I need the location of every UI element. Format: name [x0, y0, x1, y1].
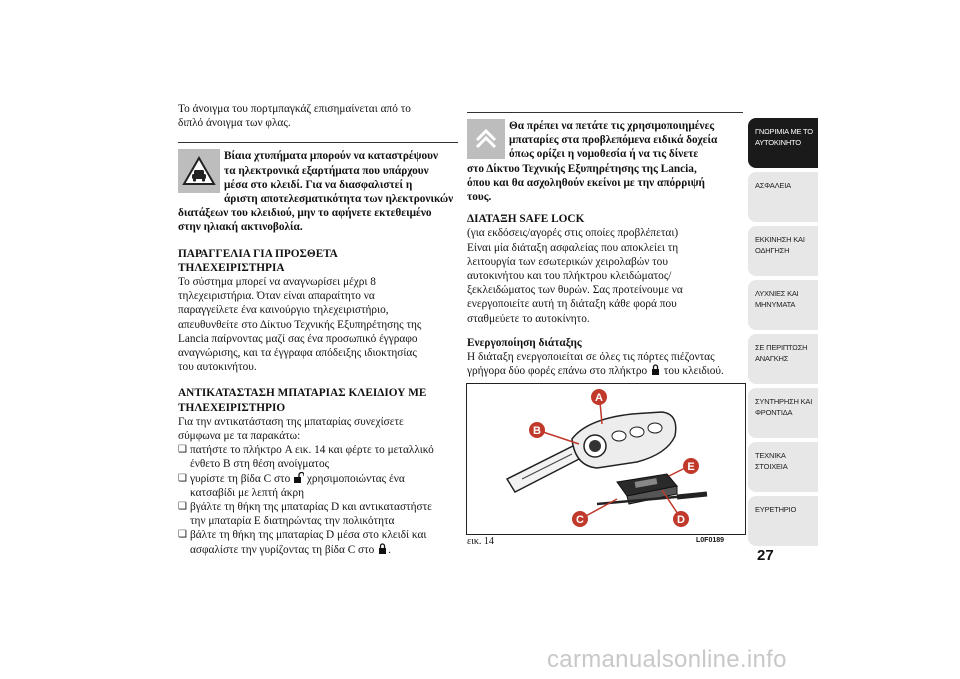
key-blade	[507, 444, 585, 492]
recycle-icon	[467, 119, 505, 159]
safelock-subtitle: (για εκδόσεις/αγορές στις οποίες προβλέπεται)	[467, 227, 679, 240]
right-column	[467, 112, 743, 378]
intro-text: Το άνοιγμα του πορτμπαγκάζ επισημαίνεται από το διπλό άνοιγμα των φλας.	[178, 103, 411, 130]
warning-car-icon	[178, 149, 220, 193]
warning-text: Βίαια χτυπήματα μπορούν να καταστρέψουν τα ηλεκτρονικά εξαρτήματα που υπάρχουν μέσα στο κλειδί. Για να διασφαλιστεί η άριστη αποτελεσματικότητα των ηλεκτρονικών διατάξεων του κλειδιού, μην το αφήνετε εκτεθειμένο στην ηλιακή ακτινοβολία.	[178, 150, 454, 234]
key-figure	[466, 383, 746, 535]
figure-caption: εικ. 14	[467, 536, 494, 547]
list-item: ❑ βάλτε τη θήκη της μπαταρίας D μέσα στο κλειδί και ασφαλίστε την γυρίζοντας τη βίδα C στο .	[178, 528, 458, 556]
figure-code: L0F0189	[696, 537, 725, 544]
activation-title: Ενεργοποίηση διάταξης	[467, 336, 582, 349]
tab-index[interactable]: ΕΥΡΕΤΗΡΙΟ	[748, 496, 818, 546]
warning-box	[178, 142, 458, 234]
chapter-tabs	[748, 118, 818, 550]
lock-icon	[377, 543, 388, 554]
tab-getting-to-know[interactable]: ΓΝΩΡΙΜΙΑ ΜΕ ΤΟ ΑΥΤΟΚΙΝΗΤΟ	[748, 118, 818, 168]
tab-maintenance[interactable]: ΣΥΝΤΗΡΗΣΗ ΚΑΙ ΦΡΟΝΤΙΔΑ	[748, 388, 818, 438]
key-head	[572, 412, 676, 468]
safelock-body: Είναι μία διάταξη ασφαλείας που αποκλείει τη λειτουργία των εσωτερικών χειρολαβών του αυτοκινήτου και του πλήκτρου κλειδώματος/ ξεκλειδώματος των θυρών. Σας προτείνουμε να ενεργοποιείτε αυτή τη διάταξη κάθε φορά που σταθμεύετε το αυτοκίνητο.	[467, 241, 683, 325]
battery-steps	[178, 443, 458, 557]
tab-emergency[interactable]: ΣΕ ΠΕΡΙΠΤΩΣΗ ΑΝΑΓΚΗΣ	[748, 334, 818, 384]
section-title-battery: ΑΝΤΙΚΑΤΑΣΤΑΣΗ ΜΠΑΤΑΡΙΑΣ ΚΛΕΙΔΙΟΥ ΜΕ ΤΗΛΕΧΕΙΡΙΣΤΗΡΙΟ	[178, 387, 427, 414]
svg-text:D: D	[677, 514, 685, 526]
lock-icon	[650, 364, 661, 375]
safelock-title: ΔΙΑΤΑΞΗ SAFE LOCK	[467, 213, 585, 226]
callout-e	[683, 458, 699, 474]
svg-text:E: E	[687, 461, 695, 473]
tab-starting-driving[interactable]: ΕΚΚΙΝΗΣΗ ΚΑΙ ΟΔΗΓΗΣΗ	[748, 226, 818, 276]
callout-d	[673, 511, 689, 527]
left-column	[178, 102, 458, 557]
watermark[interactable]: carmanualsonline.info	[547, 646, 787, 673]
svg-text:B: B	[533, 425, 541, 437]
callout-c	[572, 511, 588, 527]
list-item: ❑ γυρίστε τη βίδα C στο χρησιμοποιώντας ένα κατσαβίδι με λεπτή άκρη	[178, 472, 458, 500]
recycle-box	[467, 112, 743, 204]
section-body-battery: Για την αντικατάσταση της μπαταρίας συνεχίσετε σύμφωνα με τα παρακάτω:	[178, 415, 404, 443]
page-number: 27	[757, 547, 774, 564]
svg-text:A: A	[595, 392, 603, 404]
activation-body: Η διάταξη ενεργοποιείται σε όλες τις πόρτες πιέζοντας γρήγορα δύο φορές επάνω στο πλήκτρο του κλειδιού.	[467, 351, 724, 378]
callout-a	[591, 389, 607, 405]
tab-lights-messages[interactable]: ΛΥΧΝΙΕΣ ΚΑΙ ΜΗΝΥΜΑΤΑ	[748, 280, 818, 330]
recycle-text: Θα πρέπει να πετάτε τις χρησιμοποιημένες μπαταρίες στα προβλεπόμενα ειδικά δοχεία όπως ορίζει η νομοθεσία ή να τις δίνετε στο Δίκτυο Τεχνικής Εξυπηρέτησης της Lancia, όπου και θα ασχοληθούν εκείνοι με την απόρριψή τους.	[467, 120, 718, 204]
tab-technical-data[interactable]: ΤΕΧΝΙΚΑ ΣΤΟΙΧΕΙΑ	[748, 442, 818, 492]
section-title-extra-remotes: ΠΑΡΑΓΓΕΛΙΑ ΓΙΑ ΠΡΟΣΘΕΤΑ ΤΗΛΕΧΕΙΡΙΣΤΗΡΙΑ	[178, 247, 338, 274]
list-item: ❑ βγάλτε τη θήκη της μπαταρίας D και αντικαταστήστε την μπαταρία E διατηρώντας την πολικότητα	[178, 500, 458, 528]
svg-text:C: C	[576, 514, 584, 526]
unlock-icon	[293, 472, 304, 483]
section-body-extra-remotes: Το σύστημα μπορεί να αναγνωρίσει μέχρι 8 τηλεχειριστήρια. Όταν είναι απαραίτητο να παραγγείλετε ένα καινούργιο τηλεχειριστήριο, απευθυνθείτε στο Δίκτυο Τεχνικής Εξυπηρέτησης της Lancia παίρνοντας μαζί σας ένα προσωπικό έγγραφο αναγνώρισης, και τα έγγραφα απόδειξης ιδιοκτησίας του αυτοκινήτου.	[178, 276, 422, 374]
callout-b	[529, 422, 545, 438]
list-item: ❑ πατήστε το πλήκτρο A εικ. 14 και φέρτε το μεταλλικό ένθετο B στη θέση ανοίγματος	[178, 443, 458, 471]
tab-safety[interactable]: ΑΣΦΑΛΕΙΑ	[748, 172, 818, 222]
